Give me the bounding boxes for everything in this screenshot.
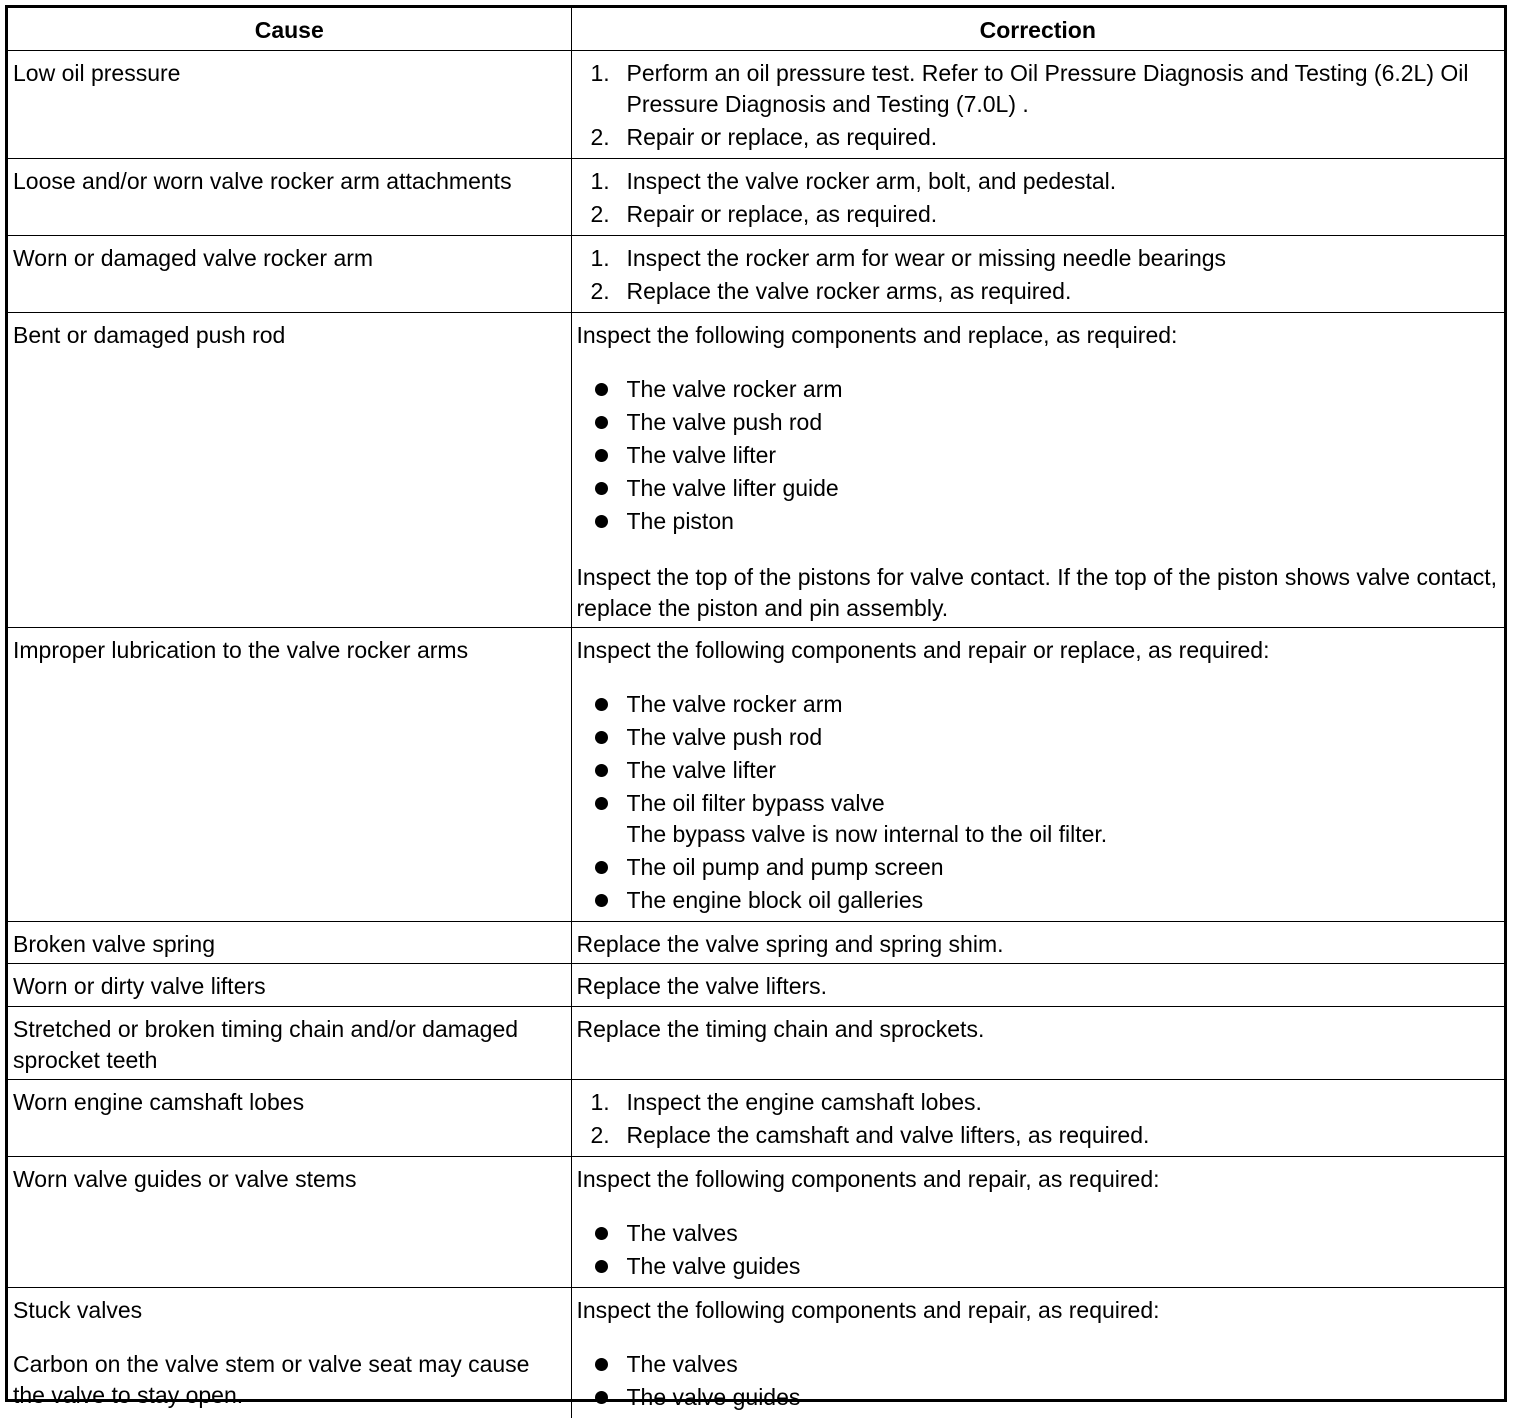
bullet-note: The bypass valve is now internal to the oil filter. bbox=[627, 819, 1499, 850]
table-row bbox=[8, 236, 1504, 313]
component-list bbox=[577, 374, 1499, 537]
step-item: 1. Inspect the engine camshaft lobes. bbox=[577, 1087, 1499, 1118]
cause-cell: Low oil pressure bbox=[8, 51, 571, 159]
cause-cell: Worn or damaged valve rocker arm bbox=[8, 236, 571, 313]
diagnostic-table-sheet bbox=[5, 5, 1507, 1402]
component-list bbox=[577, 689, 1499, 916]
header-correction: Correction bbox=[571, 8, 1504, 51]
correction-cell bbox=[571, 236, 1504, 313]
step-item: 2. Repair or replace, as required. bbox=[577, 199, 1499, 230]
correction-intro: Inspect the following components and repair or replace, as required: bbox=[577, 635, 1499, 666]
table-row bbox=[8, 51, 1504, 159]
correction-cell bbox=[571, 313, 1504, 628]
cause-cell: Stretched or broken timing chain and/or damaged sprocket teeth bbox=[8, 1007, 571, 1080]
correction-cell bbox=[571, 1288, 1504, 1418]
cause-cell: Bent or damaged push rod bbox=[8, 313, 571, 628]
component-item: The engine block oil galleries bbox=[577, 885, 1499, 916]
component-item: The valve guides bbox=[577, 1382, 1499, 1413]
table-row bbox=[8, 313, 1504, 628]
component-item: The oil pump and pump screen bbox=[577, 852, 1499, 883]
table-row bbox=[8, 628, 1504, 922]
step-item: 2. Repair or replace, as required. bbox=[577, 122, 1499, 153]
component-item: The valve guides bbox=[577, 1251, 1499, 1282]
step-list bbox=[577, 166, 1499, 230]
header-row bbox=[8, 8, 1504, 51]
correction-cell bbox=[571, 628, 1504, 922]
step-item: 1. Perform an oil pressure test. Refer to Oil Pressure Diagnosis and Testing (6.2L) Oil Pressure Diagnosis and Testing (7.0L) . bbox=[577, 58, 1499, 120]
correction-intro: Inspect the following components and replace, as required: bbox=[577, 320, 1499, 351]
table-row bbox=[8, 1288, 1504, 1418]
cause-cell bbox=[8, 1288, 571, 1418]
component-item: The valve lifter bbox=[577, 755, 1499, 786]
table-row bbox=[8, 1080, 1504, 1157]
correction-outro: Inspect the top of the pistons for valve contact. If the top of the piston shows valve contact, replace the piston and pin assembly. bbox=[577, 562, 1499, 624]
component-item: The piston bbox=[577, 506, 1499, 537]
cause-cell: Loose and/or worn valve rocker arm attachments bbox=[8, 159, 571, 236]
correction-intro: Inspect the following components and repair, as required: bbox=[577, 1164, 1499, 1195]
correction-cell: Replace the valve spring and spring shim. bbox=[571, 922, 1504, 964]
correction-cell bbox=[571, 1080, 1504, 1157]
component-item: The oil filter bypass valve The bypass valve is now internal to the oil filter. bbox=[577, 788, 1499, 850]
component-item: The valves bbox=[577, 1218, 1499, 1249]
correction-intro: Inspect the following components and repair, as required: bbox=[577, 1295, 1499, 1326]
step-item: 2. Replace the valve rocker arms, as required. bbox=[577, 276, 1499, 307]
cause-cell: Broken valve spring bbox=[8, 922, 571, 964]
step-item: 2. Replace the camshaft and valve lifters, as required. bbox=[577, 1120, 1499, 1151]
step-item: 1. Inspect the valve rocker arm, bolt, and pedestal. bbox=[577, 166, 1499, 197]
step-list bbox=[577, 243, 1499, 307]
component-list bbox=[577, 1349, 1499, 1413]
correction-cell bbox=[571, 1157, 1504, 1288]
correction-cell bbox=[571, 159, 1504, 236]
step-list bbox=[577, 1087, 1499, 1151]
cause-cell: Worn or dirty valve lifters bbox=[8, 964, 571, 1007]
header-cause: Cause bbox=[8, 8, 571, 51]
cause-cell: Worn engine camshaft lobes bbox=[8, 1080, 571, 1157]
table-row bbox=[8, 1157, 1504, 1288]
component-item: The valve rocker arm bbox=[577, 689, 1499, 720]
correction-cell: Replace the valve lifters. bbox=[571, 964, 1504, 1007]
step-item: 1. Inspect the rocker arm for wear or missing needle bearings bbox=[577, 243, 1499, 274]
component-list bbox=[577, 1218, 1499, 1282]
component-item: The valve rocker arm bbox=[577, 374, 1499, 405]
component-item: The valve lifter bbox=[577, 440, 1499, 471]
cause-cell: Worn valve guides or valve stems bbox=[8, 1157, 571, 1288]
cause-title: Stuck valves bbox=[13, 1295, 565, 1326]
table-row bbox=[8, 922, 1504, 964]
component-item: The valve push rod bbox=[577, 722, 1499, 753]
correction-cell bbox=[571, 51, 1504, 159]
table-row bbox=[8, 159, 1504, 236]
component-item: The valve push rod bbox=[577, 407, 1499, 438]
component-item: The valve lifter guide bbox=[577, 473, 1499, 504]
component-item: The valves bbox=[577, 1349, 1499, 1380]
cause-note: Carbon on the valve stem or valve seat may cause the valve to stay open. bbox=[13, 1349, 565, 1411]
correction-cell: Replace the timing chain and sprockets. bbox=[571, 1007, 1504, 1080]
table-row bbox=[8, 964, 1504, 1007]
step-list bbox=[577, 58, 1499, 153]
table-row bbox=[8, 1007, 1504, 1080]
cause-cell: Improper lubrication to the valve rocker arms bbox=[8, 628, 571, 922]
cause-correction-table bbox=[8, 8, 1504, 1418]
